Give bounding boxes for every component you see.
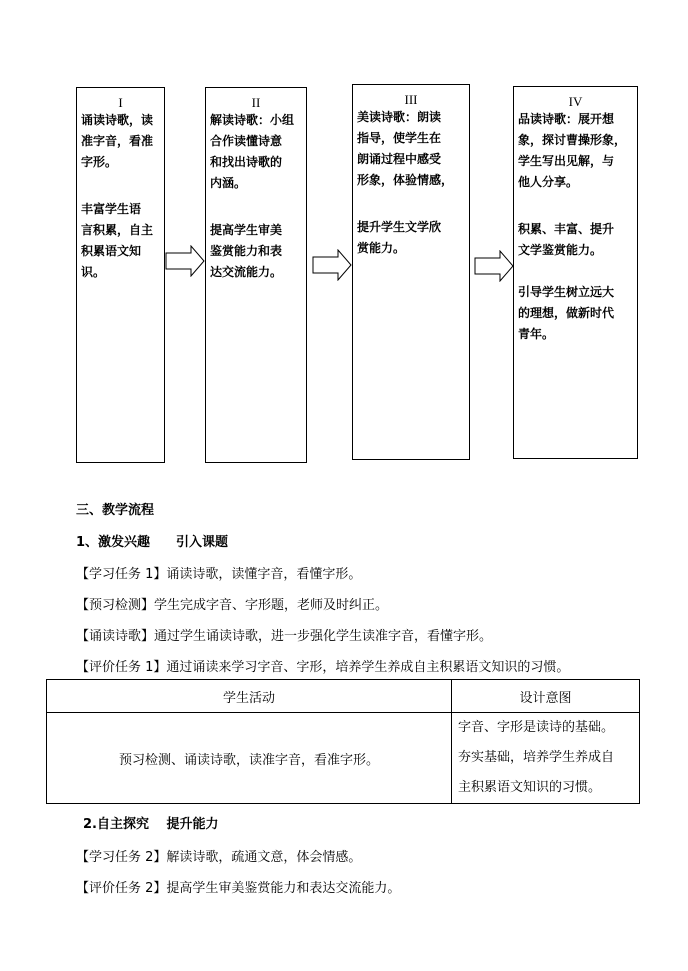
task1-text: 【学习任务 1】诵读诗歌，读懂字音，看懂字形。 bbox=[76, 567, 362, 582]
col-header-activity: 学生活动 bbox=[47, 680, 452, 713]
box-activity-text: 诵读诗歌，读 准字音，看准 字形。 bbox=[81, 113, 154, 169]
col-header-intent: 设计意图 bbox=[452, 680, 640, 713]
box-goal-text: 积累、丰富、提升 文学鉴赏能力。 引导学生树立远大 的理想，做新时代 青年。 bbox=[518, 222, 615, 341]
task2-text: 【学习任务 2】解读诗歌，疏通文意，体会情感。 bbox=[76, 850, 362, 865]
right-arrow-icon bbox=[312, 249, 352, 281]
step1-heading: 1、激发兴趣 引入课题 bbox=[76, 535, 229, 550]
box-numeral: IV bbox=[568, 94, 583, 109]
table-header-row bbox=[47, 680, 640, 713]
check-text: 【预习检测】学生完成字音、字形题，老师及时纠正。 bbox=[76, 598, 389, 613]
flow-box-1 bbox=[76, 87, 165, 463]
flow-box-4 bbox=[513, 86, 638, 459]
table-row bbox=[47, 713, 640, 804]
box-numeral: II bbox=[251, 95, 261, 110]
box-numeral: III bbox=[404, 92, 418, 107]
step2-heading: 2.自主探究 提升能力 bbox=[83, 817, 219, 832]
eval2-text: 【评价任务 2】提高学生审美鉴赏能力和表达交流能力。 bbox=[76, 881, 401, 896]
box-goal-text: 提升学生文学欣 赏能力。 bbox=[357, 220, 442, 255]
activity-cell: 预习检测、诵读诗歌，读准字音，看准字形。 bbox=[47, 713, 452, 804]
recite-text: 【诵读诗歌】通过学生诵读诗歌，进一步强化学生读准字音，看懂字形。 bbox=[76, 629, 493, 644]
box-activity-text: 解读诗歌：小组 合作读懂诗意 和找出诗歌的 内涵。 bbox=[210, 113, 295, 190]
box-numeral: I bbox=[118, 95, 123, 110]
intent-cell: 字音、字形是读诗的基础。 夯实基础，培养学生养成自 主积累语文知识的习惯。 bbox=[452, 713, 640, 804]
box-goal-text: 提高学生审美 鉴赏能力和表 达交流能力。 bbox=[210, 223, 283, 279]
right-arrow-icon bbox=[474, 250, 514, 282]
box-activity-text: 品读诗歌：展开想 象，探讨曹操形象， 学生写出见解，与 他人分享。 bbox=[518, 112, 627, 189]
box-goal-text: 丰富学生语 言积累，自主 积累语文知 识。 bbox=[81, 202, 154, 279]
section-heading: 三、教学流程 bbox=[76, 503, 155, 518]
box-activity-text: 美读诗歌：朗读 指导，使学生在 朗诵过程中感受 形象，体验情感， bbox=[357, 110, 454, 187]
right-arrow-icon bbox=[165, 245, 205, 277]
flow-box-2 bbox=[205, 87, 307, 463]
flow-box-3 bbox=[352, 84, 470, 460]
eval1-text: 【评价任务 1】通过诵读来学习字音、字形，培养学生养成自主积累语文知识的习惯。 bbox=[76, 660, 570, 675]
activity-table bbox=[46, 679, 640, 804]
